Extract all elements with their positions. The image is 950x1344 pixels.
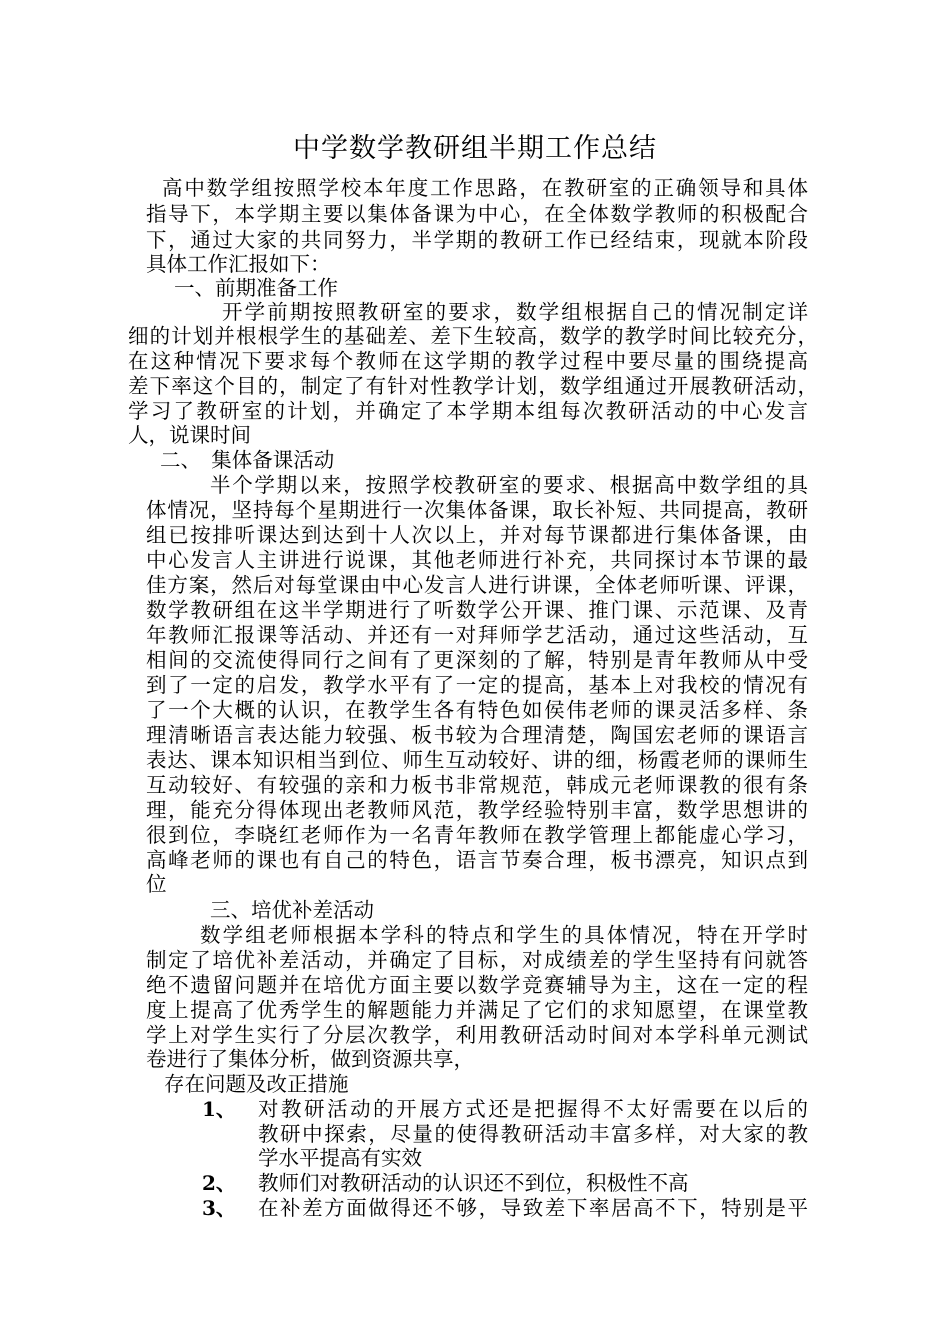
paragraph-line: 中心发言人主讲进行说课，其他老师进行补充，共同探讨本节课的最 — [146, 548, 808, 572]
paragraph-line: 度上提高了优秀学生的解题能力并满足了它们的求知愿望，在课堂教 — [146, 998, 808, 1022]
intro-line: 高中数学组按照学校本年度工作思路，在教研室的正确领导和具体 — [162, 176, 808, 200]
list-item-line: 教研中探索，尽量的使得教研活动丰富多样，对大家的教 — [258, 1122, 808, 1146]
section-heading: 存在问题及改正措施 — [164, 1072, 349, 1096]
paragraph-line: 卷进行了集体分析，做到资源共享， — [146, 1047, 474, 1071]
paragraph-line: 学习了教研室的计划，并确定了本学期本组每次教研活动的中心发言 — [128, 399, 808, 423]
paragraph-line: 很到位，李晓红老师作为一名青年教师在教学管理上都能虚心学习， — [146, 823, 808, 847]
section-heading: 三、培优补差活动 — [210, 898, 374, 922]
paragraph-line: 位 — [146, 872, 167, 896]
list-item-number: 2、 — [202, 1171, 236, 1195]
intro-line: 具体工作汇报如下： — [146, 252, 331, 276]
paragraph-line: 细的计划并根根学生的基础差、差下生较高，数学的教学时间比较充分， — [128, 324, 818, 348]
list-item-line: 教师们对教研活动的认识还不到位，积极性不高 — [258, 1171, 689, 1195]
list-item-number: 1、 — [202, 1097, 236, 1121]
list-item-number: 3、 — [202, 1196, 236, 1220]
paragraph-line: 差下率这个目的，制定了有针对性教学计划，数学组通过开展教研活动， — [128, 374, 818, 398]
list-item-line: 学水平提高有实效 — [258, 1146, 422, 1170]
paragraph-line: 到了一定的启发，教学水平有了一定的提高，基本上对我校的情况有 — [146, 673, 808, 697]
paragraph-line: 互动较好、有较强的亲和力板书非常规范，韩成元老师课教的很有条 — [146, 773, 808, 797]
paragraph-line: 半个学期以来，按照学校教研室的要求、根据高中数学组的具 — [210, 473, 808, 497]
paragraph-line: 理清晰语言表达能力较强、板书较为合理清楚，陶国宏老师的课语言 — [146, 723, 808, 747]
intro-line: 下，通过大家的共同努力，半学期的教研工作已经结束，现就本阶段 — [146, 228, 808, 252]
paragraph-line: 人，说课时间 — [128, 423, 251, 447]
paragraph-line: 数学教研组在这半学期进行了听数学公开课、推门课、示范课、及青 — [146, 598, 808, 622]
list-item-line: 在补差方面做得还不够，导致差下率居高不下，特别是平 — [258, 1196, 808, 1220]
paragraph-line: 绝不遗留问题并在培优方面主要以数学竞赛辅导为主，这在一定的程 — [146, 973, 808, 997]
paragraph-line: 年教师汇报课等活动、并还有一对拜师学艺活动，通过这些活动，互 — [146, 623, 808, 647]
paragraph-line: 组已按排听课达到达到十人次以上，并对每节课都进行集体备课，由 — [146, 523, 808, 547]
paragraph-line: 学上对学生实行了分层次教学，利用教研活动时间对本学科单元测试 — [146, 1023, 808, 1047]
section-heading: 二、 集体备课活动 — [160, 448, 335, 472]
paragraph-line: 在这种情况下要求每个教师在这学期的教学过程中要尽量的围绕提高 — [128, 349, 808, 373]
paragraph-line: 表达、课本知识相当到位、师生互动较好、讲的细，杨霞老师的课师生 — [146, 748, 808, 772]
paragraph-line: 理，能充分得体现出老教师风范，教学经验特别丰富，数学思想讲的 — [146, 798, 808, 822]
paragraph-line: 了一个大概的认识，在教学生各有特色如侯伟老师的课灵活多样、条 — [146, 698, 808, 722]
paragraph-line: 高峰老师的课也有自己的特色，语言节奏合理，板书漂亮，知识点到 — [146, 848, 808, 872]
section-heading: 一、前期准备工作 — [174, 276, 338, 300]
paragraph-line: 体情况，坚持每个星期进行一次集体备课，取长补短、共同提高，教研 — [146, 498, 808, 522]
paragraph-line: 制定了培优补差活动，并确定了目标，对成绩差的学生坚持有问就答 — [146, 948, 808, 972]
paragraph-line: 数学组老师根据本学科的特点和学生的具体情况，特在开学时 — [200, 923, 808, 947]
intro-line: 指导下，本学期主要以集体备课为中心，在全体数学教师的积极配合 — [146, 202, 808, 226]
paragraph-line: 佳方案，然后对每堂课由中心发言人进行讲课，全体老师听课、评课， — [146, 573, 808, 597]
list-item-line: 对教研活动的开展方式还是把握得不太好需要在以后的 — [258, 1097, 808, 1121]
paragraph-line: 开学前期按照教研室的要求，数学组根据自己的情况制定详 — [222, 300, 808, 324]
paragraph-line: 相间的交流使得同行之间有了更深刻的了解，特别是青年教师从中受 — [146, 648, 808, 672]
document-title: 中学数学教研组半期工作总结 — [293, 133, 657, 164]
